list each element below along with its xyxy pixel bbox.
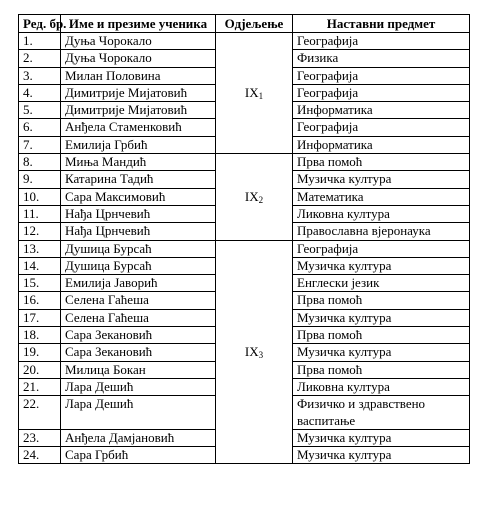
student-name: Димитрије Мијатовић <box>61 102 216 119</box>
department-index: 2 <box>258 194 264 205</box>
subject-name: Ликовна култура <box>293 378 470 395</box>
header-subject: Наставни предмет <box>293 15 470 33</box>
row-number: 20. <box>19 361 61 378</box>
student-name: Нађа Црнчевић <box>61 205 216 222</box>
subject-name: Информатика <box>293 102 470 119</box>
subject-name: Музичка култура <box>293 447 470 464</box>
table-row <box>19 154 470 171</box>
student-name: Сара Зекановић <box>61 344 216 361</box>
department-index: 1 <box>258 90 264 101</box>
subject-name: Прва помоћ <box>293 327 470 344</box>
student-name: Емилија Грбић <box>61 136 216 153</box>
row-number: 6. <box>19 119 61 136</box>
department-label: IX <box>244 343 259 359</box>
table-body <box>19 33 470 464</box>
row-number: 23. <box>19 429 61 446</box>
student-name: Селена Гаћеша <box>61 292 216 309</box>
row-number: 8. <box>19 154 61 171</box>
row-number: 24. <box>19 447 61 464</box>
department-label: IX <box>244 188 259 204</box>
student-name: Дуња Чорокало <box>61 50 216 67</box>
students-table <box>18 14 470 464</box>
header-row <box>19 15 470 33</box>
student-name: Душица Бурсаћ <box>61 257 216 274</box>
row-number: 11. <box>19 205 61 222</box>
student-name: Катарина Тадић <box>61 171 216 188</box>
student-name: Миња Мандић <box>61 154 216 171</box>
department-index: 3 <box>258 349 264 360</box>
subject-name: Енглески језик <box>293 275 470 292</box>
header-dept: Одјељење <box>216 15 293 33</box>
subject-name: Географија <box>293 33 470 50</box>
subject-name: Музичка култура <box>293 171 470 188</box>
subject-name: Математика <box>293 188 470 205</box>
student-name: Милица Бокан <box>61 361 216 378</box>
subject-name: Географија <box>293 84 470 101</box>
student-name: Душица Бурсаћ <box>61 240 216 257</box>
row-number: 14. <box>19 257 61 274</box>
student-name: Сара Зекановић <box>61 327 216 344</box>
subject-name: Музичка култура <box>293 257 470 274</box>
department-cell <box>216 33 293 154</box>
subject-name: Прва помоћ <box>293 361 470 378</box>
row-number: 17. <box>19 309 61 326</box>
table-row <box>19 33 470 50</box>
subject-name: Прва помоћ <box>293 292 470 309</box>
student-name: Сара Грбић <box>61 447 216 464</box>
student-name: Анђела Дамјановић <box>61 429 216 446</box>
header-name: Име и презиме ученика <box>61 15 216 33</box>
row-number: 1. <box>19 33 61 50</box>
subject-name: Музичка култура <box>293 309 470 326</box>
student-name: Сара Максимовић <box>61 188 216 205</box>
row-number: 18. <box>19 327 61 344</box>
student-name: Дуња Чорокало <box>61 33 216 50</box>
student-name: Димитрије Мијатовић <box>61 84 216 101</box>
row-number: 19. <box>19 344 61 361</box>
row-number: 4. <box>19 84 61 101</box>
subject-name: Географија <box>293 67 470 84</box>
student-name: Милан Половина <box>61 67 216 84</box>
department-cell <box>216 240 293 464</box>
student-name: Анђела Стаменковић <box>61 119 216 136</box>
subject-name: Физика <box>293 50 470 67</box>
row-number: 2. <box>19 50 61 67</box>
student-name: Емилија Јаворић <box>61 275 216 292</box>
subject-name: Прва помоћ <box>293 154 470 171</box>
department-label: IX <box>244 84 259 100</box>
student-name: Лара Дешић <box>61 378 216 395</box>
row-number: 3. <box>19 67 61 84</box>
student-name: Лара Дешић <box>61 396 216 430</box>
subject-name: Православна вјеронаука <box>293 223 470 240</box>
department-cell <box>216 154 293 240</box>
table-row <box>19 240 470 257</box>
row-number: 10. <box>19 188 61 205</box>
row-number: 21. <box>19 378 61 395</box>
subject-name: Музичка култура <box>293 429 470 446</box>
subject-name: Географија <box>293 240 470 257</box>
row-number: 12. <box>19 223 61 240</box>
subject-name: Музичка култура <box>293 344 470 361</box>
subject-name: Информатика <box>293 136 470 153</box>
subject-name: Физичко и здравствено васпитање <box>293 396 470 430</box>
subject-name: Географија <box>293 119 470 136</box>
row-number: 22. <box>19 396 61 430</box>
row-number: 7. <box>19 136 61 153</box>
row-number: 5. <box>19 102 61 119</box>
student-name: Нађа Црнчевић <box>61 223 216 240</box>
student-name: Селена Гаћеша <box>61 309 216 326</box>
row-number: 15. <box>19 275 61 292</box>
row-number: 13. <box>19 240 61 257</box>
subject-name: Ликовна култура <box>293 205 470 222</box>
header-num: Ред. бр. <box>19 15 61 33</box>
row-number: 9. <box>19 171 61 188</box>
row-number: 16. <box>19 292 61 309</box>
